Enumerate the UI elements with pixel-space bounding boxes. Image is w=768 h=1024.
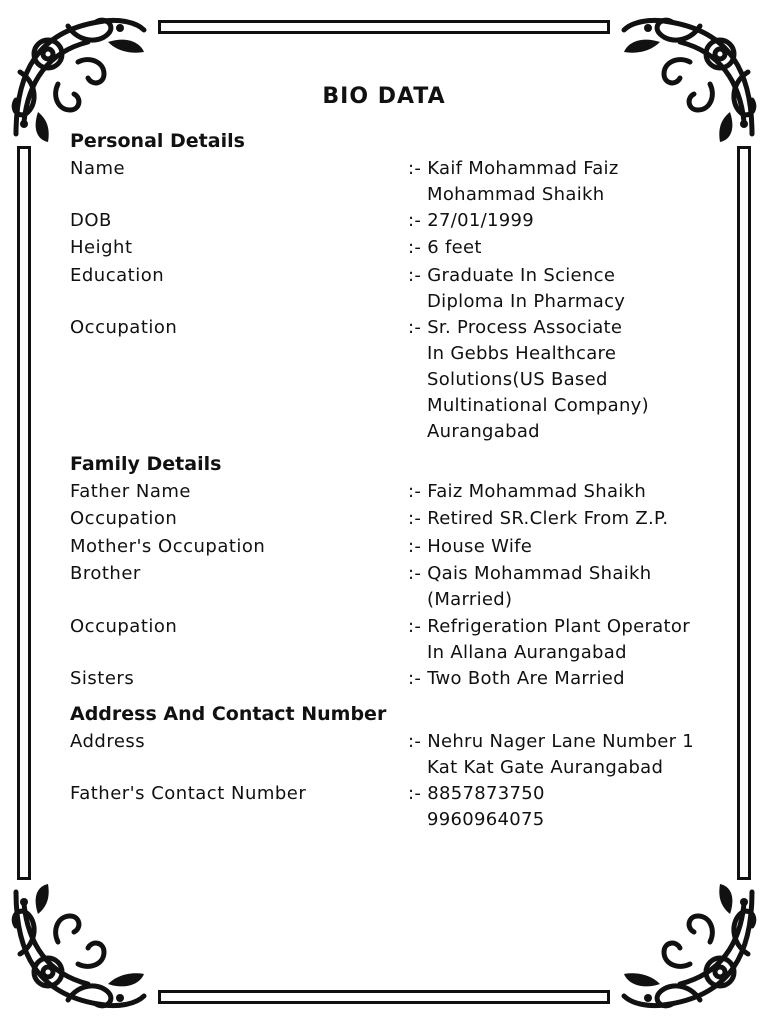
label-name: Name — [70, 158, 126, 179]
label-address: Address — [70, 731, 146, 752]
label-dob: DOB — [70, 210, 112, 231]
floral-corner-icon — [8, 884, 148, 1014]
label-brother-occupation: Occupation — [70, 616, 178, 637]
value-height: :- 6 feet — [408, 237, 482, 258]
frame-bottom-bar — [158, 990, 610, 1004]
value-occupation: :- Sr. Process Associate In Gebbs Healthcare Solutions(US Based Multinational Company) Aurangabad — [408, 317, 649, 442]
value-father-contact: :- 8857873750 9960964075 — [408, 783, 545, 830]
floral-corner-icon — [8, 12, 148, 142]
label-father-occupation: Occupation — [70, 508, 178, 529]
frame-left-bar — [17, 146, 31, 880]
section-heading-personal: Personal Details — [70, 130, 245, 152]
separator: :- — [408, 265, 422, 286]
separator: :- — [408, 481, 422, 502]
value-sisters: :- Two Both Are Married — [408, 668, 625, 689]
separator: :- — [408, 536, 422, 557]
label-mother-occupation: Mother's Occupation — [70, 536, 266, 557]
separator: :- — [408, 668, 422, 689]
label-brother: Brother — [70, 563, 141, 584]
floral-corner-icon — [620, 12, 760, 142]
section-heading-family: Family Details — [70, 453, 222, 475]
separator: :- — [408, 563, 422, 584]
section-heading-contact: Address And Contact Number — [70, 703, 387, 725]
frame-right-bar — [737, 146, 751, 880]
separator: :- — [408, 616, 422, 637]
value-father-name: :- Faiz Mohammad Shaikh — [408, 481, 647, 502]
label-father-name: Father Name — [70, 481, 191, 502]
label-occupation: Occupation — [70, 317, 178, 338]
page-title: BIO DATA — [322, 84, 446, 109]
value-address: :- Nehru Nager Lane Number 1 Kat Kat Gate Aurangabad — [408, 731, 695, 778]
value-name: :- Kaif Mohammad Faiz Mohammad Shaikh — [408, 158, 619, 205]
value-education: :- Graduate In Science Diploma In Pharmacy — [408, 265, 626, 312]
label-education: Education — [70, 265, 165, 286]
frame-top-bar — [158, 20, 610, 34]
value-brother-occupation: :- Refrigeration Plant Operator In Allana Aurangabad — [408, 616, 690, 663]
value-dob: :- 27/01/1999 — [408, 210, 534, 231]
floral-corner-icon — [620, 884, 760, 1014]
label-father-contact: Father's Contact Number — [70, 783, 307, 804]
value-mother-occupation: :- House Wife — [408, 536, 533, 557]
label-sisters: Sisters — [70, 668, 135, 689]
separator: :- — [408, 508, 422, 529]
separator: :- — [408, 158, 422, 179]
separator: :- — [408, 210, 422, 231]
separator: :- — [408, 731, 422, 752]
value-father-occupation: :- Retired SR.Clerk From Z.P. — [408, 508, 669, 529]
label-height: Height — [70, 237, 133, 258]
separator: :- — [408, 237, 422, 258]
separator: :- — [408, 317, 422, 338]
value-brother: :- Qais Mohammad Shaikh (Married) — [408, 563, 652, 610]
separator: :- — [408, 783, 422, 804]
